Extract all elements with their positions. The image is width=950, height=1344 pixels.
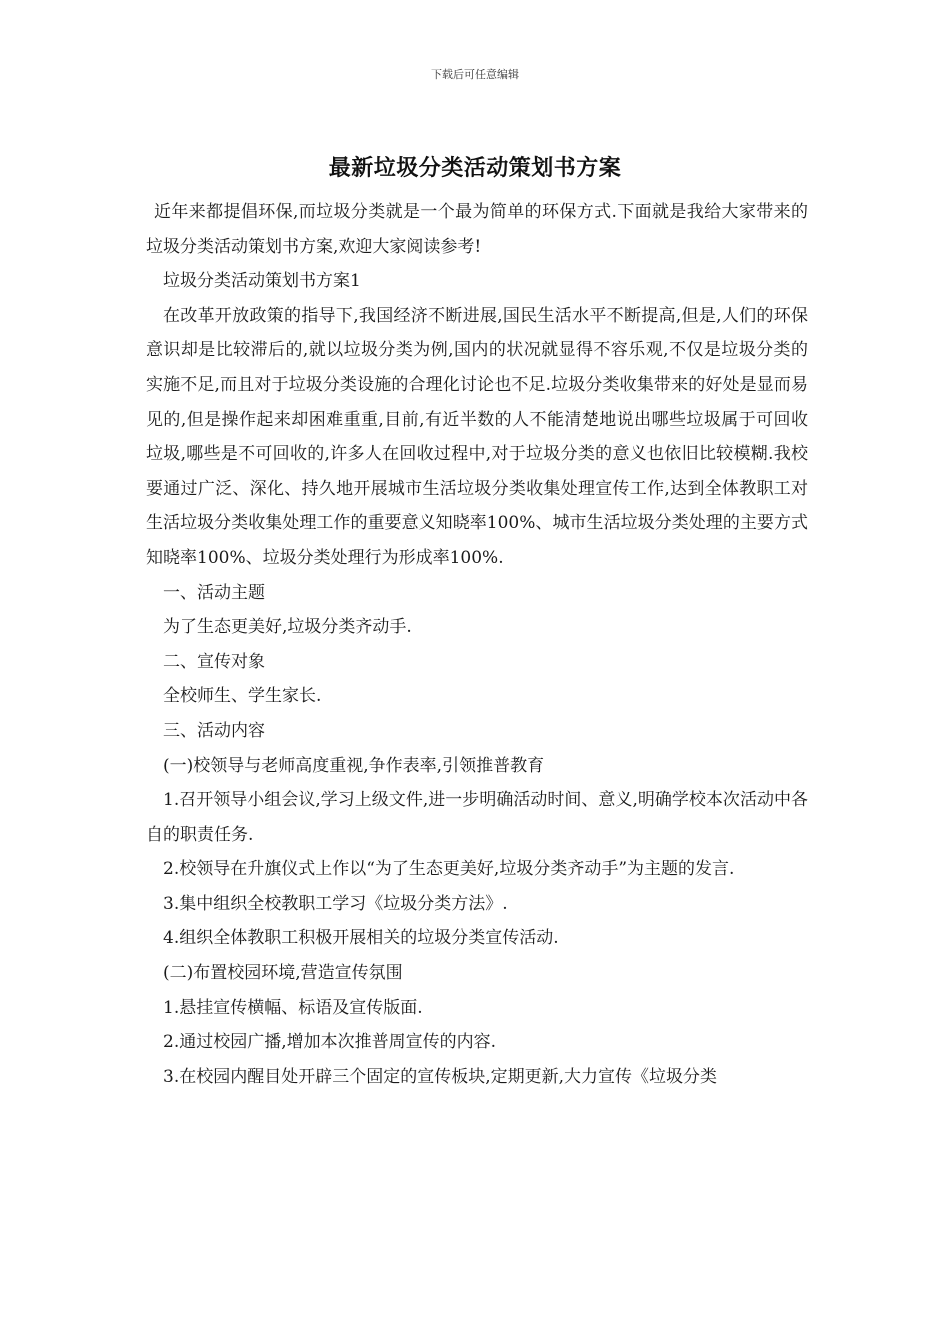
document-title: 最新垃圾分类活动策划书方案 bbox=[328, 155, 622, 181]
list-item: 1.召开领导小组会议,学习上级文件,进一步明确活动时间、意义,明确学校本次活动中各自的职责任务. bbox=[146, 790, 808, 845]
subheading-leadership: (一)校领导与老师高度重视,争作表率,引领推普教育 bbox=[163, 755, 545, 776]
background-paragraph: 在改革开放政策的指导下,我国经济不断进展,国民生活水平不断提高,但是,人们的环保意识却是比较滞后的,就以垃圾分类为例,国内的状况就显得不容乐观,不仅是垃圾分类的实施不足,而且对于垃圾分类设施的合理化讨论也不足.垃圾分类收集带来的好处是显而易见的,但是操作起来却困难重重,目前,有近半数的人不能清楚地说出哪些垃圾属于可回收垃圾,哪些是不可回收的,许多人在回收过程中,对于垃圾分类的意义也依旧比较模糊.我校要通过广泛、深化、持久地开展城市生活垃圾分类收集处理宣传工作,达到全体教职工对生活垃圾分类收集处理工作的重要意义知晓率100%、城市生活垃圾分类处理的主要方式知晓率100%、垃圾分类处理行为形成率100%. bbox=[146, 305, 808, 568]
subheading-campus-environment: (二)布置校园环境,营造宣传氛围 bbox=[163, 963, 403, 984]
list-item: 4.组织全体教职工积极开展相关的垃圾分类宣传活动. bbox=[163, 928, 559, 949]
list-item: 3.在校园内醒目处开辟三个固定的宣传板块,定期更新,大力宣传《垃圾分类 bbox=[163, 1066, 718, 1087]
heading-activity-content: 三、活动内容 bbox=[163, 720, 265, 741]
list-item: 2.校领导在升旗仪式上作以“为了生态更美好,垃圾分类齐动手”为主题的发言. bbox=[163, 859, 735, 880]
header-note: 下载后可任意编辑 bbox=[431, 68, 519, 81]
heading-target-audience: 二、宣传对象 bbox=[163, 651, 265, 672]
list-item: 3.集中组织全校教职工学习《垃圾分类方法》. bbox=[163, 893, 508, 914]
heading-activity-theme: 一、活动主题 bbox=[163, 582, 265, 603]
list-item: 2.通过校园广播,增加本次推普周宣传的内容. bbox=[163, 1032, 497, 1053]
activity-theme-text: 为了生态更美好,垃圾分类齐动手. bbox=[163, 617, 412, 638]
section-heading-plan-1: 垃圾分类活动策划书方案1 bbox=[163, 271, 361, 292]
document-body bbox=[146, 195, 808, 1094]
intro-paragraph: 近年来都提倡环保,而垃圾分类就是一个最为简单的环保方式.下面就是我给大家带来的垃圾分类活动策划书方案,欢迎大家阅读参考! bbox=[146, 202, 808, 257]
target-audience-text: 全校师生、学生家长. bbox=[163, 686, 322, 707]
list-item: 1.悬挂宣传横幅、标语及宣传版面. bbox=[163, 997, 423, 1018]
